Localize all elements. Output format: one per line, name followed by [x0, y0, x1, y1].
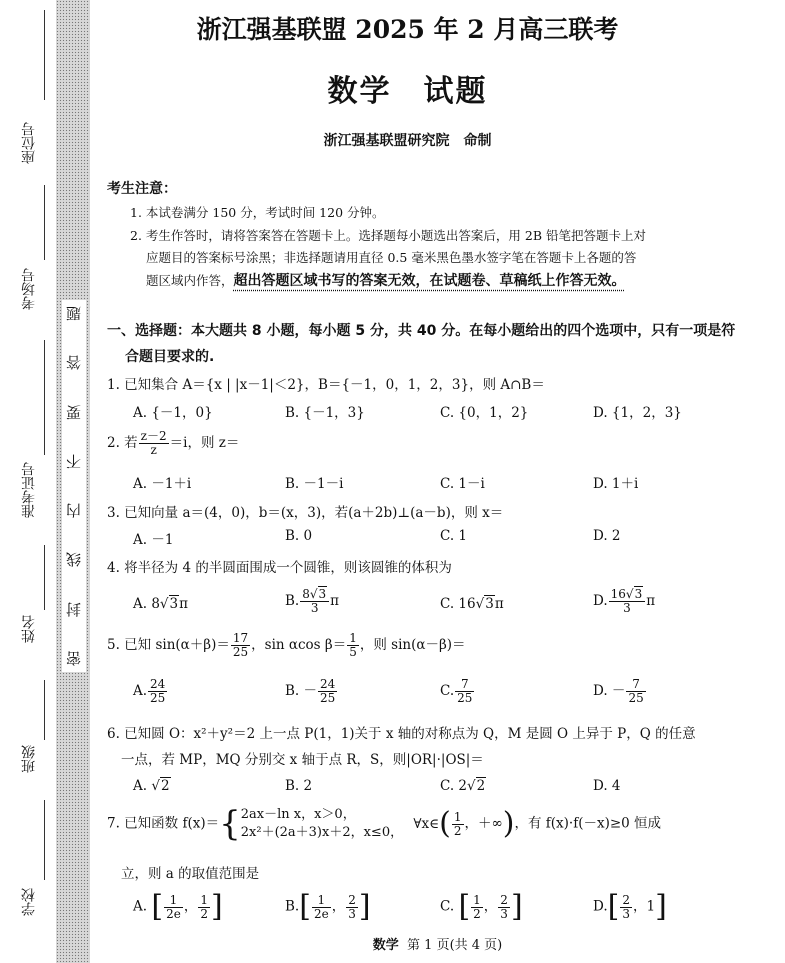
- admission-number-line: [44, 340, 45, 455]
- q7c-frac-2: [498, 894, 510, 921]
- page-footer: [100, 934, 775, 953]
- q7d-bracket-open: [: [607, 889, 620, 924]
- footer-page-number: 第 1 页(共 4 页): [407, 938, 503, 953]
- q7b-n2: 2: [348, 892, 356, 907]
- q4b-fraction: [300, 588, 329, 615]
- q5-text: ，则 sin(α－β)＝: [359, 637, 466, 653]
- q5-option-b: [285, 678, 338, 705]
- q7-option-d: [593, 889, 667, 924]
- q7a-text: A.: [133, 898, 148, 915]
- q2-fraction: [139, 430, 169, 457]
- warning-char: 要: [64, 404, 83, 420]
- q5b-fraction: [318, 678, 337, 705]
- q7-text: ，＋∞: [464, 815, 503, 832]
- q4-option-d: [593, 588, 655, 615]
- q7-option-b: B.[ $\frac{1}{2e}$ ， $\frac{2}{3}$ ]: [285, 889, 371, 924]
- notice-item-1: 1. 本试卷满分 150 分，考试时间 120 分钟。: [130, 205, 385, 220]
- q7c-d1: 2: [473, 906, 481, 921]
- warning-char: 答: [64, 355, 83, 371]
- q4b-denominator: 3: [310, 601, 319, 615]
- q1-option-a: A. {－1，0}: [133, 405, 213, 421]
- q4b-pi: π: [330, 593, 340, 609]
- name-label: 姓名: [21, 615, 37, 643]
- q7d-text: ，1: [633, 898, 656, 915]
- q7a-n2: 1: [200, 892, 208, 907]
- q5a-numerator: 24: [150, 677, 166, 691]
- name-field: [22, 615, 36, 643]
- q6-option-c: C. 2√2: [440, 778, 486, 794]
- q4a-pi: π: [179, 596, 188, 612]
- q4d-fraction: [609, 588, 646, 615]
- question-1-stem: 1. 已知集合 A＝{x | |x－1|＜2}，B＝{－1，0，1，2，3}，则 A∩B＝: [107, 377, 545, 393]
- q6c-text: C. 2: [440, 778, 468, 794]
- q7-option-c: C. [ $\frac{1}{2}$ ， $\frac{2}{3}$ ]: [440, 889, 523, 924]
- admission-number-field: [22, 462, 36, 518]
- q7-paren-open: (: [439, 806, 451, 841]
- q5d-text: D. －: [593, 683, 626, 699]
- q2-text: ＝i，则 z＝: [169, 435, 240, 451]
- q7a-d2: 2: [200, 906, 208, 921]
- q4-option-c: C. 16√3π: [440, 596, 504, 612]
- warning-char: 题: [64, 306, 83, 321]
- warning-char: 内: [64, 503, 83, 519]
- q5-option-d: [593, 678, 647, 705]
- seat-number-field: [22, 122, 36, 164]
- q5-option-a: [133, 678, 168, 705]
- q7-text: ，有 f(x)·f(－x)≥0 恒成: [514, 815, 662, 832]
- warning-char: 不: [64, 453, 83, 469]
- section-heading-line-2: 合题目要求的.: [125, 349, 215, 365]
- q6-option-d: D. 4: [593, 778, 621, 794]
- q4d-numerator: 16√3: [609, 588, 646, 602]
- q7b-d1: 2e: [313, 906, 329, 921]
- q3-option-d: D. 2: [593, 528, 621, 544]
- q1-option-d: D. {1，2，3}: [593, 405, 682, 421]
- q7-int-denominator: 2: [453, 823, 462, 838]
- seal-line-warning: [62, 300, 86, 672]
- q7c-n1: 1: [473, 892, 481, 907]
- class-field: [22, 745, 36, 773]
- question-6-line-1: 6. 已知圆 O：x²＋y²＝2 上一点 P(1，1)关于 x 轴的对称点为 Q，M 是圆 O 上异于 P，Q 的任意: [107, 726, 696, 742]
- q7d-d1: 3: [622, 906, 630, 921]
- q4b-text: B.: [285, 593, 300, 609]
- q4a-text: A. 8: [133, 596, 160, 612]
- school-label: 学校: [21, 888, 37, 916]
- q3-option-b: B. 0: [285, 528, 313, 544]
- q4d-text: D.: [593, 593, 608, 609]
- q7b-text: B.: [285, 898, 300, 915]
- q2-option-c: C. 1－i: [440, 476, 485, 492]
- q2-option-a: A. －1＋i: [133, 476, 192, 492]
- q7-brace: {: [219, 804, 241, 844]
- q7a-bracket-close: ]: [210, 889, 223, 924]
- q4c-pi: π: [494, 596, 504, 612]
- q6a-radicand: 2: [160, 778, 170, 794]
- q7-case-1: 2ax－ln x，x＞0，: [240, 807, 356, 822]
- q5b-denominator: 25: [320, 691, 336, 705]
- q6c-radicand: 2: [476, 778, 486, 794]
- q6a-text: A.: [133, 778, 148, 794]
- question-7-line-2: 立，则 a 的取值范围是: [121, 866, 260, 882]
- q7c-bracket-close: ]: [510, 889, 523, 924]
- q5-text: ，sin αcos β＝: [251, 637, 347, 653]
- q5d-fraction: [626, 678, 645, 705]
- q7-interval-fraction: [452, 811, 464, 838]
- q7a-frac-1: [164, 894, 183, 921]
- q5a-text: A.: [133, 683, 148, 699]
- question-7-stem: [107, 806, 661, 842]
- q7b-frac-1: [312, 894, 331, 921]
- school-line: [44, 800, 45, 880]
- question-3-stem: 3. 已知向量 a＝(4，0)，b＝(x，3)，若(a＋2b)⊥(a－b)，则 x＝: [107, 505, 504, 521]
- q5-f1-denominator: 25: [232, 645, 249, 659]
- q7b-frac-2: [346, 894, 358, 921]
- question-6-line-2: 一点，若 MP，MQ 分别交 x 轴于点 R，S，则|OR|·|OS|＝: [121, 752, 484, 768]
- q4d-coef: 16: [610, 587, 626, 601]
- notice-item-2-line-2: 应题目的答案标号涂黑；非选择题请用直径 0.5 毫米黑色墨水签字笔在答题卡上各题的答: [146, 250, 637, 265]
- warning-char: 线: [64, 552, 83, 568]
- q5b-numerator: 24: [320, 677, 336, 691]
- q5c-denominator: 25: [457, 691, 473, 705]
- q5a-denominator: 25: [150, 691, 166, 705]
- seat-number-line: [44, 10, 45, 100]
- q2-option-b: B. －1－i: [285, 476, 344, 492]
- warning-char: 密: [64, 650, 83, 666]
- q5d-numerator: 7: [626, 678, 645, 692]
- admission-number-label: 准考证号: [21, 462, 37, 518]
- q4d-radicand: 3: [634, 587, 643, 601]
- q7d-text: D.: [593, 898, 608, 915]
- q5-option-c: [440, 678, 475, 705]
- q4c-text: C. 16: [440, 596, 476, 612]
- section-heading-line-1: 一、选择题：本大题共 8 小题，每小题 5 分，共 40 分。在每小题给出的四个选项中，只有一项是符: [107, 323, 736, 339]
- q7a-d1: 2e: [166, 906, 181, 921]
- q5c-numerator: 7: [455, 678, 474, 692]
- question-4-stem: 4. 将半径为 4 的半圆面围成一个圆锥，则该圆锥的体积为: [107, 560, 452, 576]
- q7-text: 7. 已知函数 f(x)＝: [107, 815, 220, 832]
- q7d-n1: 2: [622, 892, 630, 907]
- q7b-n1: 1: [312, 894, 331, 908]
- q2-denominator: z: [150, 443, 157, 457]
- maker-line: 浙江强基联盟研究院 命制: [323, 133, 492, 149]
- q7c-text: C.: [440, 898, 455, 915]
- q7c-n2: 2: [500, 892, 508, 907]
- q7d-frac-1: [620, 894, 632, 921]
- q5-f2-denominator: 5: [349, 645, 357, 659]
- q5b-text: B. －: [285, 683, 318, 699]
- q5-fraction-2: [347, 632, 359, 659]
- school-field: [22, 888, 36, 916]
- q7-option-a: A. [ $\frac{1}{2e}$ ， $\frac{1}{2}$ ]: [133, 889, 223, 924]
- q4-option-a: A. 8√3π: [133, 596, 188, 612]
- q4b-numerator: 8√3: [300, 588, 329, 602]
- exam-room-label: 考场号: [21, 268, 37, 310]
- q7-int-numerator: 1: [453, 809, 462, 824]
- q6-option-a: A. √2: [133, 778, 170, 794]
- q4a-radicand: 3: [169, 596, 179, 612]
- q7a-bracket-open: [: [151, 889, 164, 924]
- q7a-n1: 1: [164, 894, 183, 908]
- q7-piecewise: [241, 806, 403, 842]
- subject-title: 数学 试题: [327, 74, 488, 109]
- q1-option-c: C. {0，1，2}: [440, 405, 529, 421]
- exam-room-line: [44, 185, 45, 260]
- notice-item-2-line-1: 2. 考生作答时，请将答案答在答题卡上。选择题每小题选出答案后，用 2B 铅笔把答题卡上对: [130, 228, 646, 243]
- q5c-text: C.: [440, 683, 455, 699]
- q4b-radicand: 3: [318, 587, 327, 601]
- q7b-d2: 3: [348, 906, 356, 921]
- q6-option-b: B. 2: [285, 778, 313, 794]
- q4c-radicand: 3: [485, 596, 494, 612]
- q2-option-d: D. 1＋i: [593, 476, 639, 492]
- q7d-bracket-close: ]: [655, 889, 667, 924]
- seat-number-label: 座位号: [21, 122, 37, 164]
- q4d-denominator: 3: [623, 601, 631, 615]
- q7c-bracket-open: [: [458, 889, 471, 924]
- q4d-pi: π: [646, 593, 656, 609]
- notice-emphasis: 超出答题区域书写的答案无效，在试题卷、草稿纸上作答无效。: [233, 273, 626, 289]
- q1-option-b: B. {－1，3}: [285, 405, 365, 421]
- q7b-bracket-close: ]: [358, 889, 371, 924]
- warning-char: 封: [64, 601, 83, 617]
- q7a-frac-2: [198, 894, 210, 921]
- q4-option-b: [285, 588, 339, 615]
- q5d-denominator: 25: [628, 691, 644, 705]
- q7c-frac-1: [471, 894, 483, 921]
- q5a-fraction: [148, 678, 167, 705]
- q7c-d2: 3: [500, 906, 508, 921]
- footer-subject: 数学: [372, 938, 399, 953]
- q5-f1-numerator: 17: [232, 631, 249, 645]
- q3-option-c: C. 1: [440, 528, 468, 544]
- q5c-fraction: [455, 678, 474, 705]
- notice-heading: 考生注意：: [107, 181, 177, 197]
- q5-f2-numerator: 1: [349, 631, 357, 645]
- exam-title: 浙江强基联盟 2025 年 2 月高三联考: [196, 15, 619, 44]
- exam-room-field: [22, 268, 36, 310]
- question-2-stem: [107, 430, 239, 457]
- q2-text: 2. 若: [107, 435, 138, 451]
- q5-fraction-1: [231, 632, 250, 659]
- notice-text: 题区域内作答，: [146, 273, 234, 288]
- q2-numerator: z－2: [140, 429, 167, 443]
- class-label: 班级: [21, 745, 37, 773]
- binding-margin: [0, 0, 98, 963]
- q4b-coef: 8: [302, 587, 310, 601]
- question-5-stem: [107, 632, 466, 659]
- notice-item-2-line-3: [146, 271, 626, 291]
- q7b-bracket-open: [: [299, 889, 311, 924]
- q5-text: 5. 已知 sin(α＋β)＝: [107, 637, 230, 653]
- q3-option-a: A. －1: [133, 532, 174, 548]
- q7-text: ∀x∈: [413, 815, 440, 832]
- q7-case-2: 2x²＋(2a＋3)x＋2，x≤0，: [240, 825, 404, 840]
- class-line: [44, 680, 45, 740]
- name-line: [44, 545, 45, 610]
- q7-paren-close: ): [502, 806, 515, 841]
